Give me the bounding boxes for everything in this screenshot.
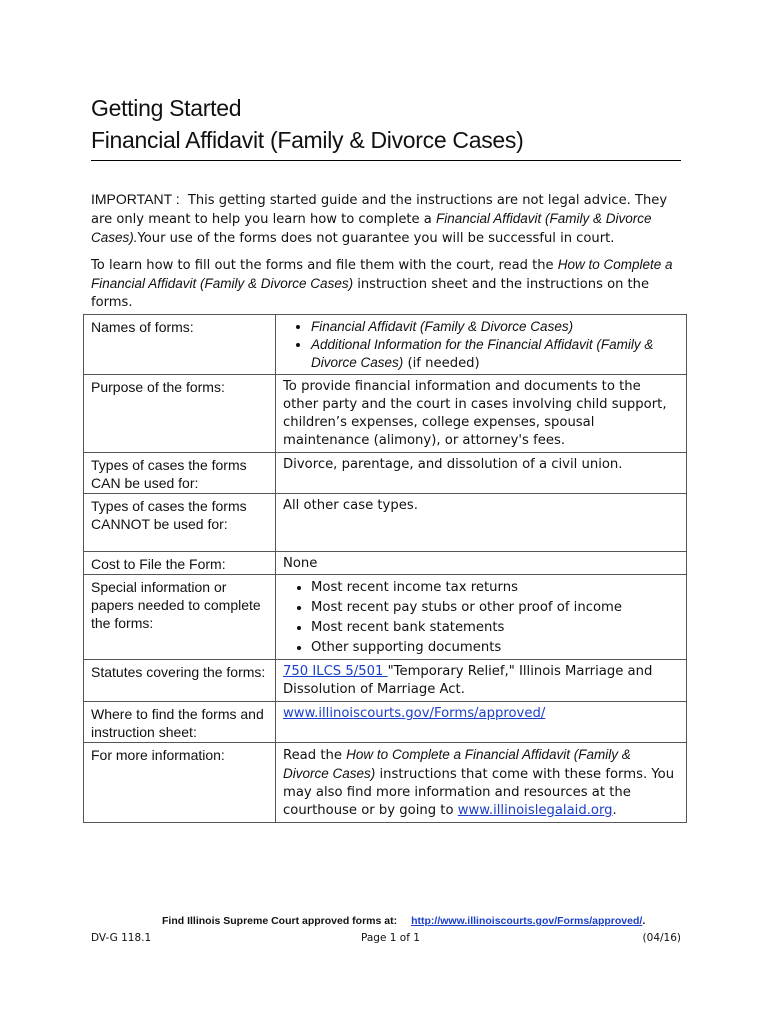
cost-label: Cost to File the Form:	[84, 552, 276, 575]
learn-text: To learn how to fill out the forms and file them with the court, read the	[91, 258, 558, 273]
table-row	[84, 494, 687, 552]
title-block	[91, 92, 681, 156]
table-row	[84, 660, 687, 702]
names-item-2-suffix: (if needed)	[403, 356, 480, 371]
statutes-label: Statutes covering the forms:	[84, 660, 276, 702]
legal-aid-link[interactable]: www.illinoislegalaid.org	[457, 803, 613, 818]
can-label: Types of cases the forms CAN be used for:	[84, 453, 276, 494]
cannot-label: Types of cases the forms CANNOT be used for:	[84, 494, 276, 552]
more-info-value	[276, 743, 687, 823]
list-item: • Financial Affidavit (Family & Divorce Cases)	[311, 318, 680, 336]
more-text: Read the	[283, 748, 347, 763]
more-info-label: For more information:	[84, 743, 276, 823]
table-row	[84, 375, 687, 453]
purpose-value: To provide financial information and documents to the other party and the court in cases involving child support, children’s expenses, college expenses, spousal maintenance (alimony), or attorney's fees.	[276, 375, 687, 453]
table-row	[84, 453, 687, 494]
page-title: Getting Started	[91, 95, 242, 121]
names-list	[283, 318, 680, 373]
statutes-link[interactable]: 750 ILCS 5/501	[283, 664, 388, 679]
special-label: Special information or papers needed to complete the forms:	[84, 575, 276, 660]
table-row	[84, 315, 687, 375]
more-instruction-name: How to Complete a Financial Affidavit (Family & Divorce Cases)	[283, 747, 631, 781]
important-text: This getting started guide and the instructions are not legal advice. They are only meant to help you learn how to complete a	[91, 193, 668, 227]
table-row	[84, 552, 687, 575]
title-divider	[91, 160, 681, 161]
forms-info-table	[83, 314, 687, 823]
forms-approved-link[interactable]: www.illinoiscourts.gov/Forms/approved/	[283, 706, 546, 721]
where-value	[276, 702, 687, 743]
footer-forms-link[interactable]: http://www.illinoiscourts.gov/Forms/approved/	[411, 915, 643, 927]
form-number: DV-G 118.1	[91, 932, 152, 944]
cost-value: None	[276, 552, 687, 575]
list-item: • Most recent pay stubs or other proof of income	[311, 598, 680, 618]
more-end: .	[612, 803, 617, 818]
important-form-name: Financial Affidavit (Family & Divorce Cases).	[91, 211, 652, 245]
list-item: • Other supporting documents	[311, 638, 680, 658]
list-item	[311, 336, 680, 373]
statutes-value	[276, 660, 687, 702]
list-item: • Most recent bank statements	[311, 618, 680, 638]
where-label: Where to find the forms and instruction sheet:	[84, 702, 276, 743]
statutes-text: "Temporary Relief," Illinois Marriage and Dissolution of Marriage Act.	[283, 664, 653, 697]
table-row	[84, 743, 687, 823]
can-value: Divorce, parentage, and dissolution of a civil union.	[276, 453, 687, 494]
names-value	[276, 315, 687, 375]
list-item: • Most recent income tax returns	[311, 578, 680, 598]
learn-instruction-name: How to Complete a Financial Affidavit (Family & Divorce Cases)	[91, 257, 673, 291]
page-subtitle: Financial Affidavit (Family & Divorce Cases)	[91, 127, 524, 153]
footer-find-end: .	[642, 915, 646, 927]
important-text-2: Your use of the forms does not guarantee you will be successful in court.	[137, 231, 615, 246]
special-list	[283, 578, 680, 658]
more-text-2: instructions that come with these forms. You may also find more information and resources at the courthouse or by going to	[283, 767, 675, 818]
footer-find-label: Find Illinois Supreme Court approved forms at:	[162, 915, 398, 927]
names-item-2: Additional Information for the Financial Affidavit (Family & Divorce Cases)	[311, 337, 654, 370]
learn-text-2: instruction sheet and the instructions on the forms.	[91, 277, 650, 310]
cannot-value: All other case types.	[276, 494, 687, 552]
footer-find-line	[162, 915, 645, 927]
special-value	[276, 575, 687, 660]
revision-date: (04/16)	[642, 932, 681, 944]
page-number: Page 1 of 1	[361, 932, 420, 944]
table-row	[84, 702, 687, 743]
learn-paragraph	[91, 256, 691, 312]
names-label: Names of forms:	[84, 315, 276, 375]
purpose-label: Purpose of the forms:	[84, 375, 276, 453]
table-row	[84, 575, 687, 660]
important-notice	[91, 190, 691, 248]
important-label: IMPORTANT :	[91, 191, 180, 207]
